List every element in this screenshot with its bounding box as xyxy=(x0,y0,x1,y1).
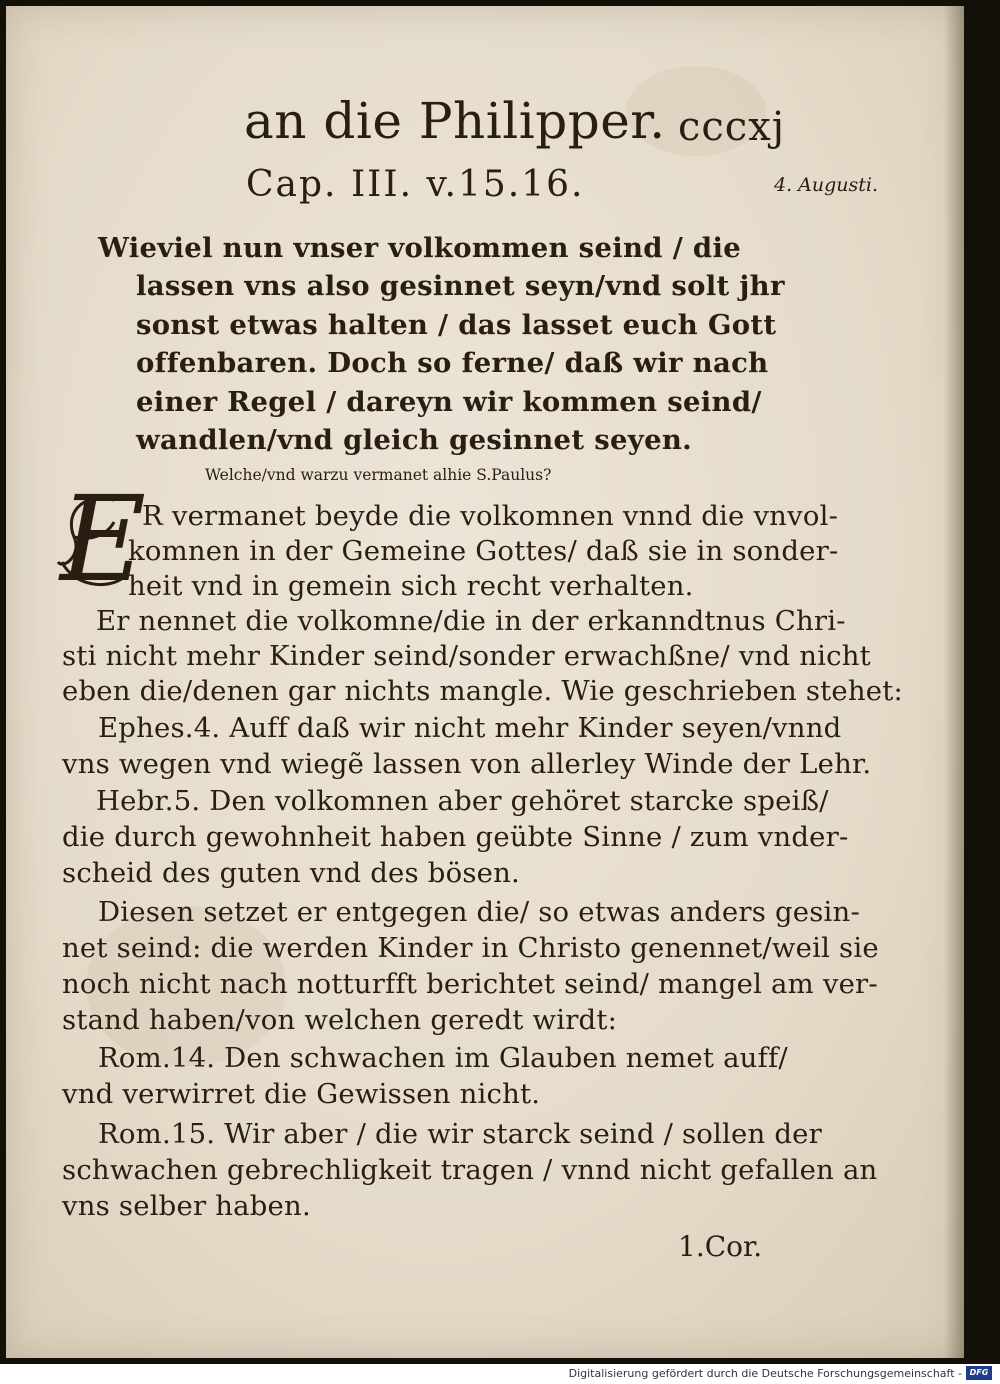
body-line: die durch gewohnheit haben geübte Sinne / zum vnder- xyxy=(62,821,849,853)
question-heading: Welche/vnd warzu vermanet alhie S.Paulus? xyxy=(205,466,552,484)
body-line: Rom.15. Wir aber / die wir starck seind / sollen der xyxy=(98,1118,822,1150)
body-line: scheid des guten vnd des bösen. xyxy=(62,857,520,889)
verse-line: sonst etwas halten / das lasset euch Gott xyxy=(136,309,777,341)
folio-number: cccxj xyxy=(678,104,786,150)
body-line: noch nicht nach notturfft berichtet seind/ mangel am ver- xyxy=(62,968,878,1000)
body-line: Ephes.4. Auff daß wir nicht mehr Kinder seyen/vnnd xyxy=(98,712,842,744)
verse-line: lassen vns also gesinnet seyn/vnd solt jhr xyxy=(136,270,785,302)
body-line: vns selber haben. xyxy=(62,1190,311,1222)
body-line: stand haben/von welchen geredt wirdt: xyxy=(62,1004,618,1036)
body-line: vns wegen vnd wiegẽ lassen von allerley Winde der Lehr. xyxy=(62,748,872,780)
body-line: R vermanet beyde die volkomnen vnnd die vnvol- xyxy=(142,500,839,532)
body-line: heit vnd in gemein sich recht verhalten. xyxy=(128,570,694,602)
catchword: 1.Cor. xyxy=(678,1230,763,1263)
body-line: net seind: die werden Kinder in Christo genennet/weil sie xyxy=(62,932,879,964)
drop-cap-initial: E xyxy=(60,470,147,608)
body-line: Er nennet die volkomne/die in der erkanndtnus Chri- xyxy=(96,605,846,637)
verse-line: einer Regel / dareyn wir kommen seind/ xyxy=(136,386,762,418)
verse-line: Wieviel nun vnser volkommen seind / die xyxy=(98,232,741,264)
running-title: an die Philipper. xyxy=(244,92,666,150)
margin-date-note: 4. Augusti. xyxy=(774,174,879,196)
body-line: Rom.14. Den schwachen im Glauben nemet auff/ xyxy=(98,1042,788,1074)
chapter-heading: Cap. III. v.15.16. xyxy=(246,164,585,205)
footer-credit: Digitalisierung gefördert durch die Deutsche Forschungsgemeinschaft - xyxy=(568,1367,962,1380)
body-line: sti nicht mehr Kinder seind/sonder erwachßne/ vnd nicht xyxy=(62,640,871,672)
dfg-logo[interactable]: DFG xyxy=(966,1366,992,1380)
verse-line: wandlen/vnd gleich gesinnet seyen. xyxy=(136,424,693,456)
body-line: Diesen setzet er entgegen die/ so etwas anders gesin- xyxy=(98,896,860,928)
body-line: Hebr.5. Den volkomnen aber gehöret starcke speiß/ xyxy=(96,785,829,817)
body-line: komnen in der Gemeine Gottes/ daß sie in sonder- xyxy=(128,535,839,567)
verse-line: offenbaren. Doch so ferne/ daß wir nach xyxy=(136,347,769,379)
page-gutter xyxy=(944,6,964,1358)
body-line: vnd verwirret die Gewissen nicht. xyxy=(62,1078,541,1110)
body-line: schwachen gebrechligkeit tragen / vnnd nicht gefallen an xyxy=(62,1154,878,1186)
body-line: eben die/denen gar nichts mangle. Wie geschrieben stehet: xyxy=(62,675,903,707)
